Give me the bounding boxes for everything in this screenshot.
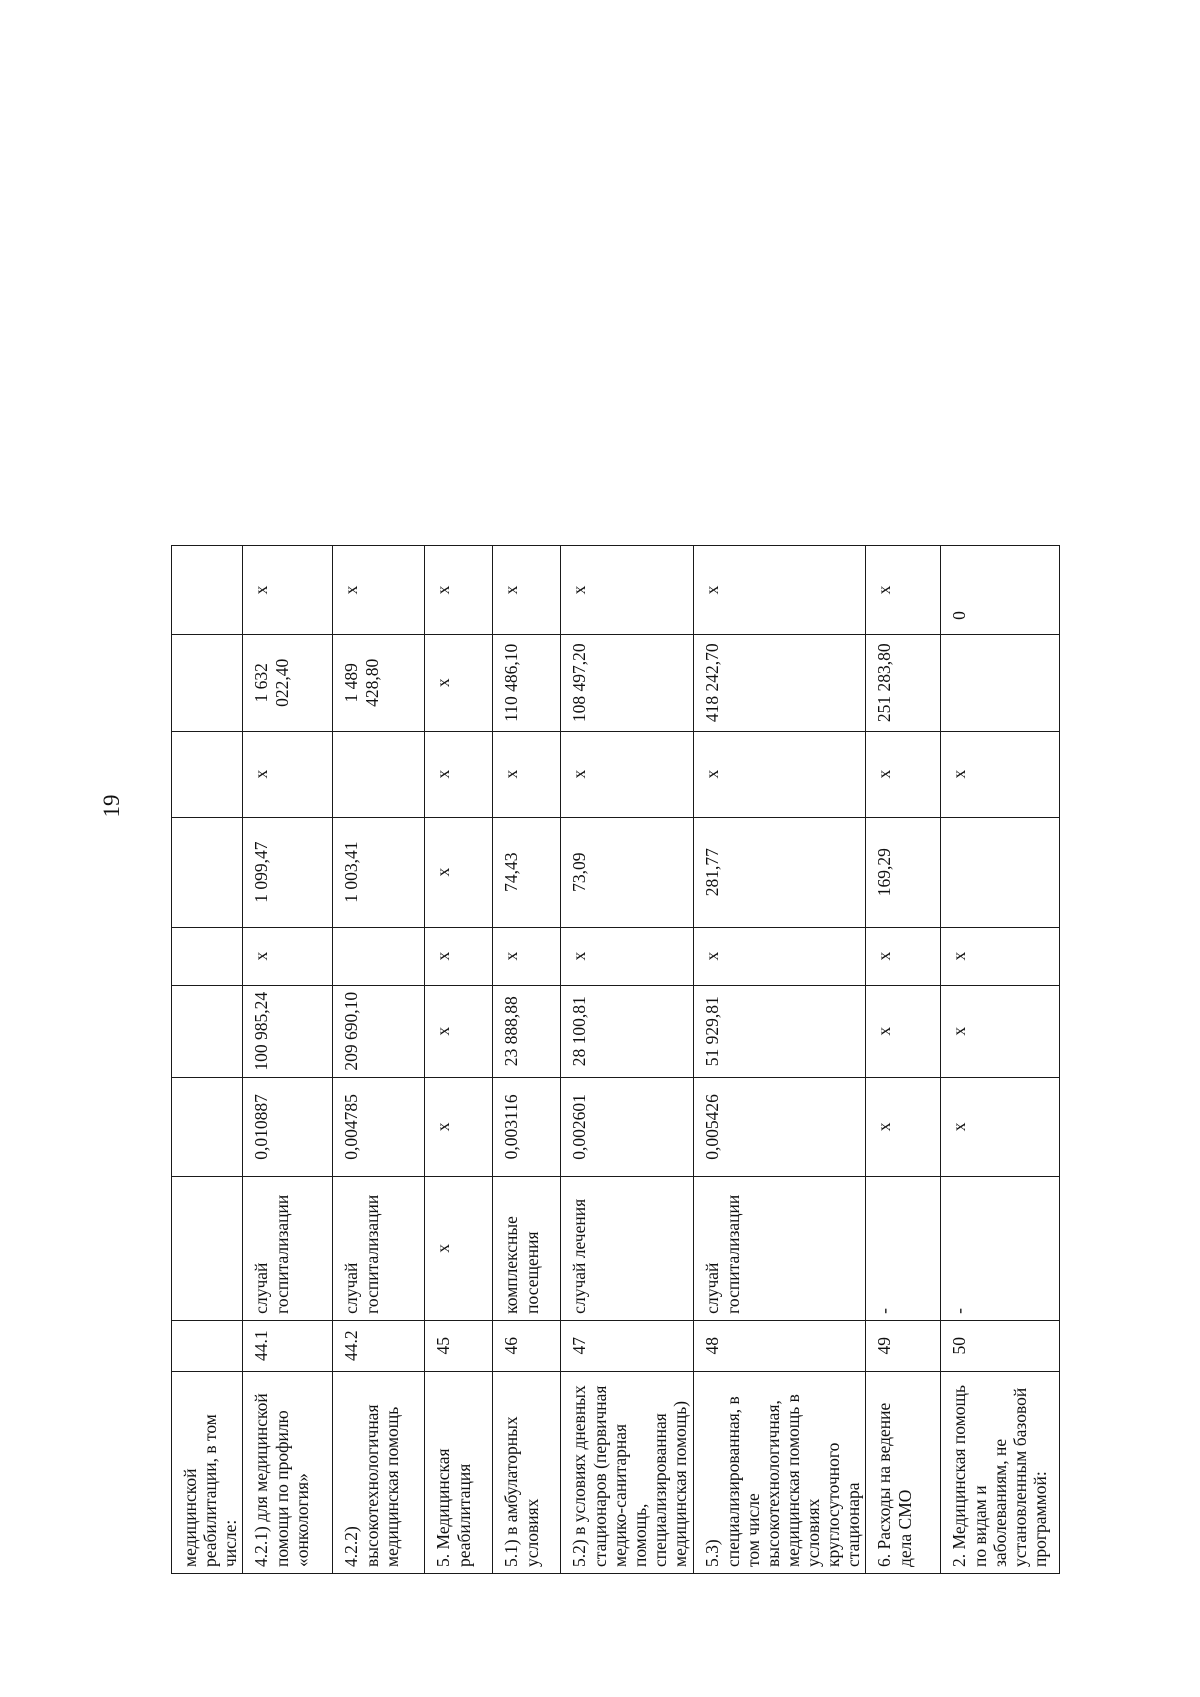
unit-cell xyxy=(172,1176,243,1320)
unit-cell: случай госпитализации xyxy=(243,1176,333,1320)
share-cell: х xyxy=(243,546,333,635)
cost-norm-cell: 209 690,10 xyxy=(333,985,425,1077)
per-capita-oms-cell xyxy=(172,817,243,927)
table-row xyxy=(694,546,866,1574)
row-number-cell: 50 xyxy=(941,1320,1060,1371)
cost-norm-cell xyxy=(172,985,243,1077)
unit-cell: - xyxy=(941,1176,1060,1320)
share-cell xyxy=(172,546,243,635)
budget-total-cell: х xyxy=(694,731,866,817)
table-row xyxy=(333,546,425,1574)
table-row xyxy=(866,546,941,1574)
financing-table xyxy=(171,545,1060,1574)
row-number-cell: 49 xyxy=(866,1320,941,1371)
cost-norm-cell: 28 100,81 xyxy=(561,985,694,1077)
oms-total-cell xyxy=(941,634,1060,731)
per-capita-budget-cell: х xyxy=(493,927,561,985)
row-label-cell: медицинской реабилитации, в том числе: xyxy=(172,1371,243,1573)
per-capita-budget-cell: х xyxy=(866,927,941,985)
volume-norm-cell: 0,005426 xyxy=(694,1077,866,1176)
volume-norm-cell xyxy=(172,1077,243,1176)
budget-total-cell xyxy=(333,731,425,817)
share-cell: х xyxy=(694,546,866,635)
budget-total-cell: х xyxy=(866,731,941,817)
table-row xyxy=(243,546,333,1574)
per-capita-oms-cell: 281,77 xyxy=(694,817,866,927)
share-cell: х xyxy=(561,546,694,635)
per-capita-budget-cell: х xyxy=(243,927,333,985)
volume-norm-cell: 0,010887 xyxy=(243,1077,333,1176)
row-label-cell: 5.2) в условиях дневных стационаров (первичная медико-санитарная помощь, специализированная медицинская помощь) xyxy=(561,1371,694,1573)
cost-norm-cell: х xyxy=(941,985,1060,1077)
row-number-cell: 44.2 xyxy=(333,1320,425,1371)
budget-total-cell xyxy=(172,731,243,817)
share-cell: х xyxy=(493,546,561,635)
table-body xyxy=(172,546,1060,1574)
row-number-cell: 47 xyxy=(561,1320,694,1371)
unit-cell: случай госпитализации xyxy=(694,1176,866,1320)
oms-total-cell: 108 497,20 xyxy=(561,634,694,731)
row-number-cell: 44.1 xyxy=(243,1320,333,1371)
row-label-cell: 5. Медицинская реабилитация xyxy=(425,1371,493,1573)
row-number-cell: 48 xyxy=(694,1320,866,1371)
cost-norm-cell: 23 888,88 xyxy=(493,985,561,1077)
oms-total-cell: 110 486,10 xyxy=(493,634,561,731)
volume-norm-cell: х xyxy=(425,1077,493,1176)
rotated-table-container xyxy=(171,545,1060,1574)
unit-cell: комплексные посещения xyxy=(493,1176,561,1320)
table-row xyxy=(425,546,493,1574)
budget-total-cell: х xyxy=(561,731,694,817)
oms-total-cell xyxy=(172,634,243,731)
row-label-cell: 4.2.1) для медицинской помощи по профилю «онкология» xyxy=(243,1371,333,1573)
volume-norm-cell: 0,003116 xyxy=(493,1077,561,1176)
per-capita-oms-cell xyxy=(941,817,1060,927)
share-cell: х xyxy=(425,546,493,635)
row-label-cell: 6. Расходы на ведение дела СМО xyxy=(866,1371,941,1573)
per-capita-budget-cell xyxy=(333,927,425,985)
per-capita-oms-cell: 74,43 xyxy=(493,817,561,927)
share-cell: 0 xyxy=(941,546,1060,635)
volume-norm-cell: х xyxy=(866,1077,941,1176)
per-capita-budget-cell xyxy=(172,927,243,985)
budget-total-cell: х xyxy=(243,731,333,817)
volume-norm-cell: 0,004785 xyxy=(333,1077,425,1176)
table-row xyxy=(561,546,694,1574)
per-capita-budget-cell: х xyxy=(941,927,1060,985)
per-capita-oms-cell: 1 099,47 xyxy=(243,817,333,927)
row-number-cell: 46 xyxy=(493,1320,561,1371)
unit-cell: - xyxy=(866,1176,941,1320)
oms-total-cell: 1 489 428,80 xyxy=(333,634,425,731)
budget-total-cell: х xyxy=(425,731,493,817)
table-row xyxy=(493,546,561,1574)
unit-cell: случай лечения xyxy=(561,1176,694,1320)
share-cell: х xyxy=(333,546,425,635)
per-capita-budget-cell: х xyxy=(425,927,493,985)
page-number: 19 xyxy=(99,794,124,818)
oms-total-cell: 251 283,80 xyxy=(866,634,941,731)
row-number-cell xyxy=(172,1320,243,1371)
per-capita-oms-cell: х xyxy=(425,817,493,927)
volume-norm-cell: 0,002601 xyxy=(561,1077,694,1176)
unit-cell: случай госпитализации xyxy=(333,1176,425,1320)
row-label-cell: 5.3) специализированная, в том числе высокотехнологичная, медицинская помощь в условиях круглосуточного стационара xyxy=(694,1371,866,1573)
per-capita-oms-cell: 1 003,41 xyxy=(333,817,425,927)
per-capita-budget-cell: х xyxy=(561,927,694,985)
per-capita-budget-cell: х xyxy=(694,927,866,985)
oms-total-cell: 1 632 022,40 xyxy=(243,634,333,731)
table-row xyxy=(172,546,243,1574)
cost-norm-cell: х xyxy=(425,985,493,1077)
cost-norm-cell: х xyxy=(866,985,941,1077)
per-capita-oms-cell: 169,29 xyxy=(866,817,941,927)
oms-total-cell: х xyxy=(425,634,493,731)
per-capita-oms-cell: 73,09 xyxy=(561,817,694,927)
share-cell: х xyxy=(866,546,941,635)
budget-total-cell: х xyxy=(493,731,561,817)
row-label-cell: 4.2.2) высокотехнологичная медицинская помощь xyxy=(333,1371,425,1573)
row-label-cell: 2. Медицинская помощь по видам и заболеваниям, не установленным базовой программой: xyxy=(941,1371,1060,1573)
row-label-cell: 5.1) в амбулаторных условиях xyxy=(493,1371,561,1573)
table-row xyxy=(941,546,1060,1574)
cost-norm-cell: 100 985,24 xyxy=(243,985,333,1077)
budget-total-cell: х xyxy=(941,731,1060,817)
row-number-cell: 45 xyxy=(425,1320,493,1371)
cost-norm-cell: 51 929,81 xyxy=(694,985,866,1077)
oms-total-cell: 418 242,70 xyxy=(694,634,866,731)
volume-norm-cell: х xyxy=(941,1077,1060,1176)
unit-cell: х xyxy=(425,1176,493,1320)
